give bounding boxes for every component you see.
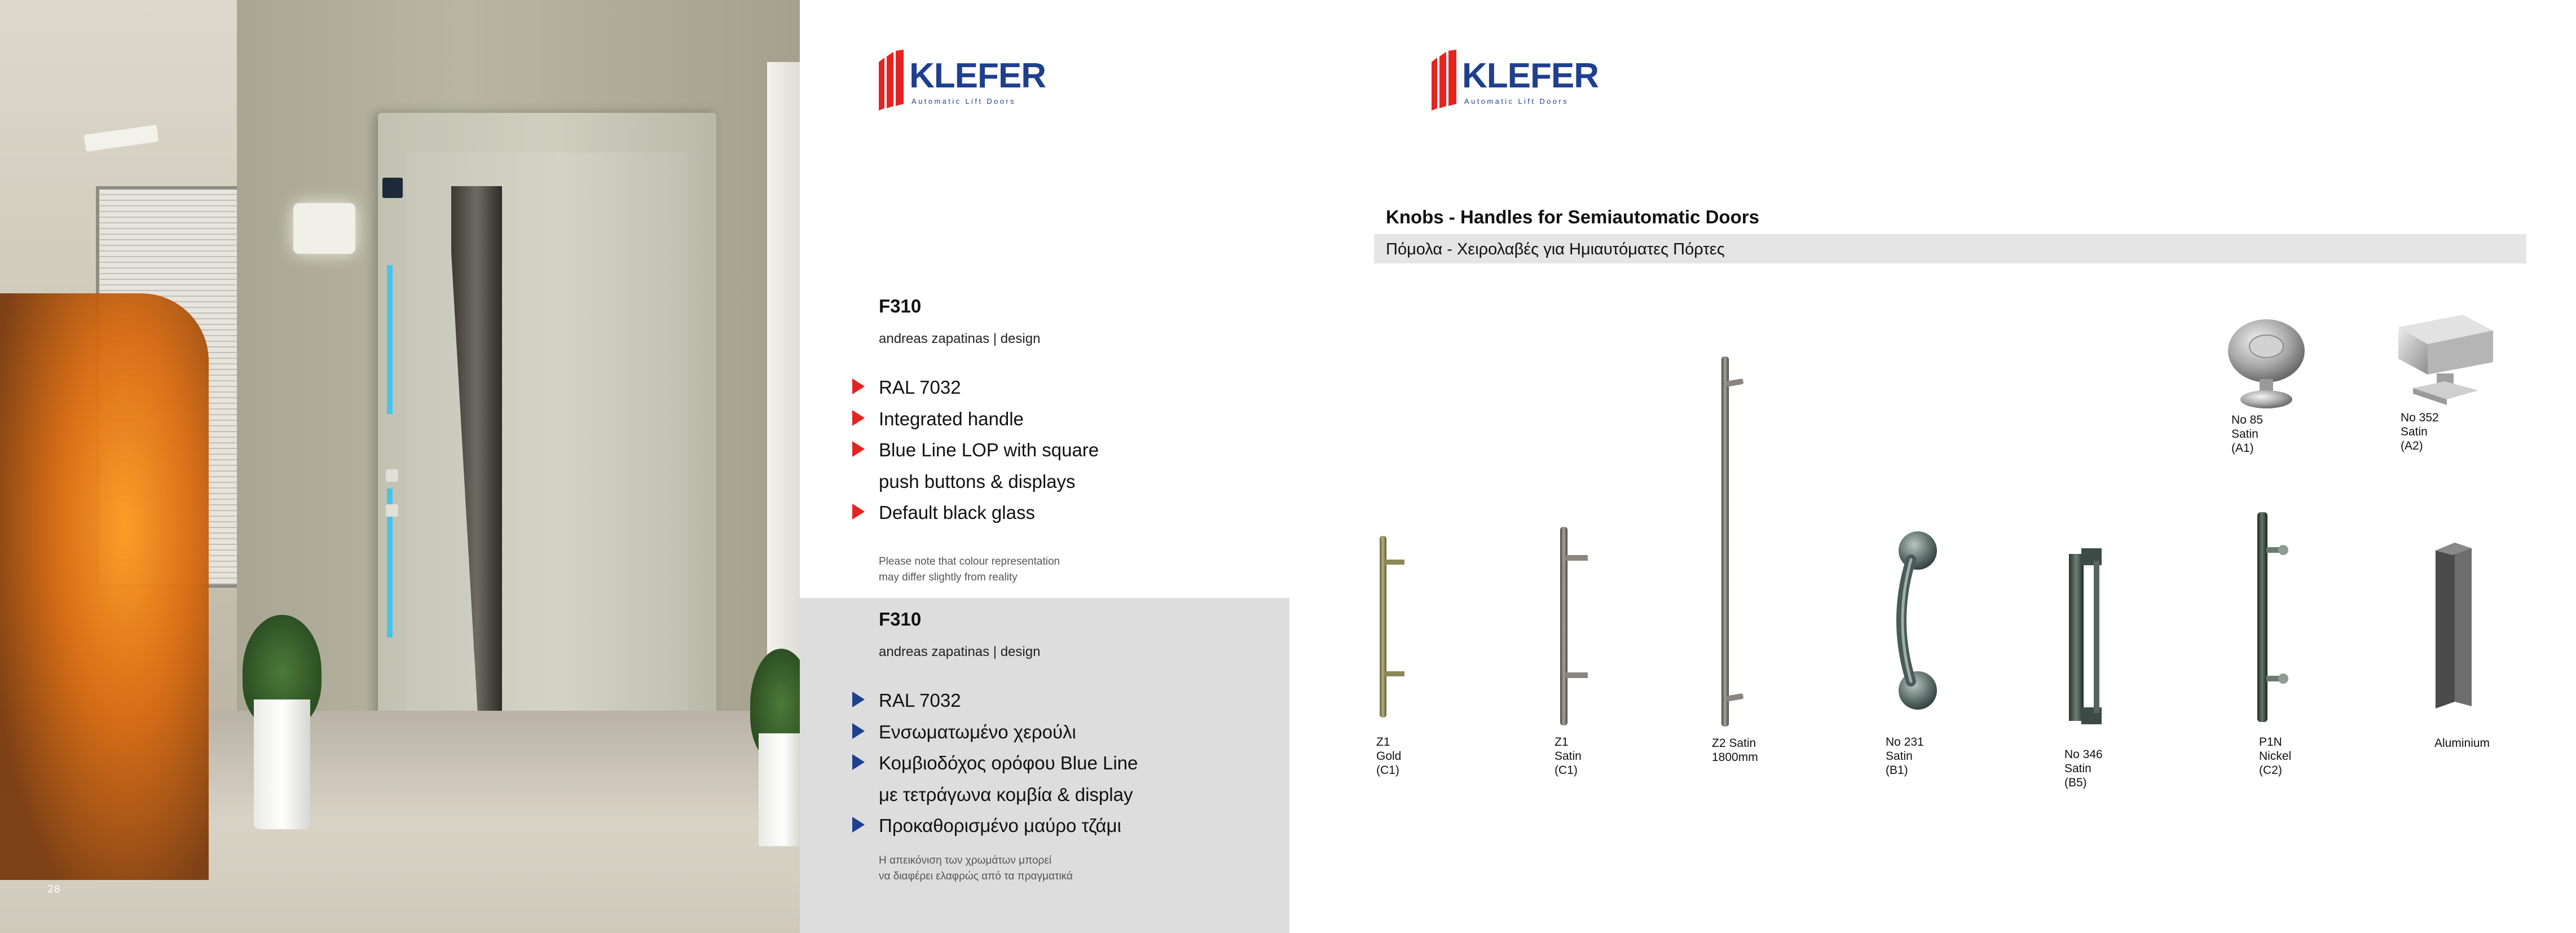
round-knob-icon (2225, 316, 2308, 412)
feature-item: Ενσωματωμένο χερούλι (879, 716, 1138, 748)
item-caption: No 352 Satin (A2) (2401, 411, 2439, 452)
colour-note: Please note that colour representation may differ slightly from reality (879, 556, 1060, 583)
curved-handle-icon (1890, 530, 1946, 711)
aluminium-profile-handle-icon (2432, 543, 2475, 710)
designer-credit-greek: andreas zapatinas | design (879, 644, 1041, 659)
door-panel (406, 152, 688, 762)
lift-door-photo (0, 0, 800, 933)
designer-credit: andreas zapatinas | design (879, 331, 1041, 346)
feature-item: RAL 7032 (879, 372, 1099, 403)
item-caption: P1N Nickel (C2) (2259, 736, 2292, 777)
feature-item: Προκαθορισμένο μαύρο τζάμι (879, 810, 1138, 842)
feature-item: Integrated handle (879, 403, 1099, 435)
gold-bar-handle-icon (1376, 536, 1410, 719)
item-caption: No 231 Satin (B1) (1886, 736, 1924, 777)
logo-tagline: Automatic Lift Doors (1464, 97, 1569, 105)
product-name-greek: F310 (879, 609, 922, 630)
blue-triangle-bullet-icon (852, 754, 865, 770)
floor-display (382, 178, 403, 198)
square-knob-icon (2396, 311, 2495, 406)
feature-list-greek (879, 685, 1138, 842)
long-bar-handle-icon (1717, 357, 1751, 729)
item-caption: Z1 Satin (C1) (1555, 736, 1582, 777)
colour-note-greek: Η απεικόνιση των χρωμάτων μπορεί να διαφέρει ελαφρώς από τα πραγματικά (879, 855, 1073, 882)
section-subtitle: Πόμολα - Χειρολαβές για Ημιαυτόματες Πόρτες (1386, 240, 1725, 258)
klefer-logo-icon (879, 50, 908, 112)
plant-pot (759, 733, 800, 846)
klefer-logo (879, 50, 1046, 112)
satin-bar-handle-icon (1556, 527, 1595, 727)
product-name: F310 (879, 296, 922, 316)
blue-triangle-bullet-icon (852, 692, 865, 707)
wall-sconce (293, 203, 355, 254)
feature-item: Blue Line LOP with square (879, 434, 1099, 466)
item-caption: Aluminium (2434, 737, 2490, 750)
feature-item: Κομβιοδόχος ορόφου Blue Line (879, 747, 1138, 779)
item-caption: Z2 Satin 1800mm (1712, 737, 1758, 764)
item-caption: No 346 Satin (B5) (2064, 748, 2103, 789)
push-button (386, 504, 398, 517)
blue-triangle-bullet-icon (852, 817, 865, 833)
feature-item: RAL 7032 (879, 685, 1138, 716)
feature-item-continuation: με τετράγωνα κομβία & display (879, 784, 1133, 805)
section-title: Knobs - Handles for Semiautomatic Doors (1386, 206, 1759, 227)
blue-line-lop (387, 265, 393, 637)
red-triangle-bullet-icon (852, 410, 865, 426)
flat-bracket-handle-icon (2064, 548, 2106, 727)
feature-item-continuation: push buttons & displays (879, 470, 1076, 492)
feature-item: Default black glass (879, 497, 1099, 529)
red-triangle-bullet-icon (852, 379, 865, 394)
feature-list (879, 372, 1099, 529)
klefer-logo-icon (1432, 50, 1461, 112)
red-triangle-bullet-icon (852, 441, 865, 457)
logo-wordmark: KLEFER (1462, 56, 1599, 95)
logo-wordmark: KLEFER (909, 56, 1046, 95)
blue-triangle-bullet-icon (852, 723, 865, 739)
red-triangle-bullet-icon (852, 504, 865, 520)
plant-pot (254, 699, 310, 829)
klefer-logo (1432, 50, 1599, 112)
item-caption: Z1 Gold (C1) (1376, 736, 1402, 777)
item-caption: No 85 Satin (A1) (2231, 413, 2264, 455)
orange-glass-partition (0, 293, 209, 880)
nickel-pull-handle-icon (2255, 512, 2295, 724)
push-button (386, 469, 398, 482)
logo-tagline: Automatic Lift Doors (911, 97, 1016, 105)
page-number: 28 (47, 883, 60, 895)
